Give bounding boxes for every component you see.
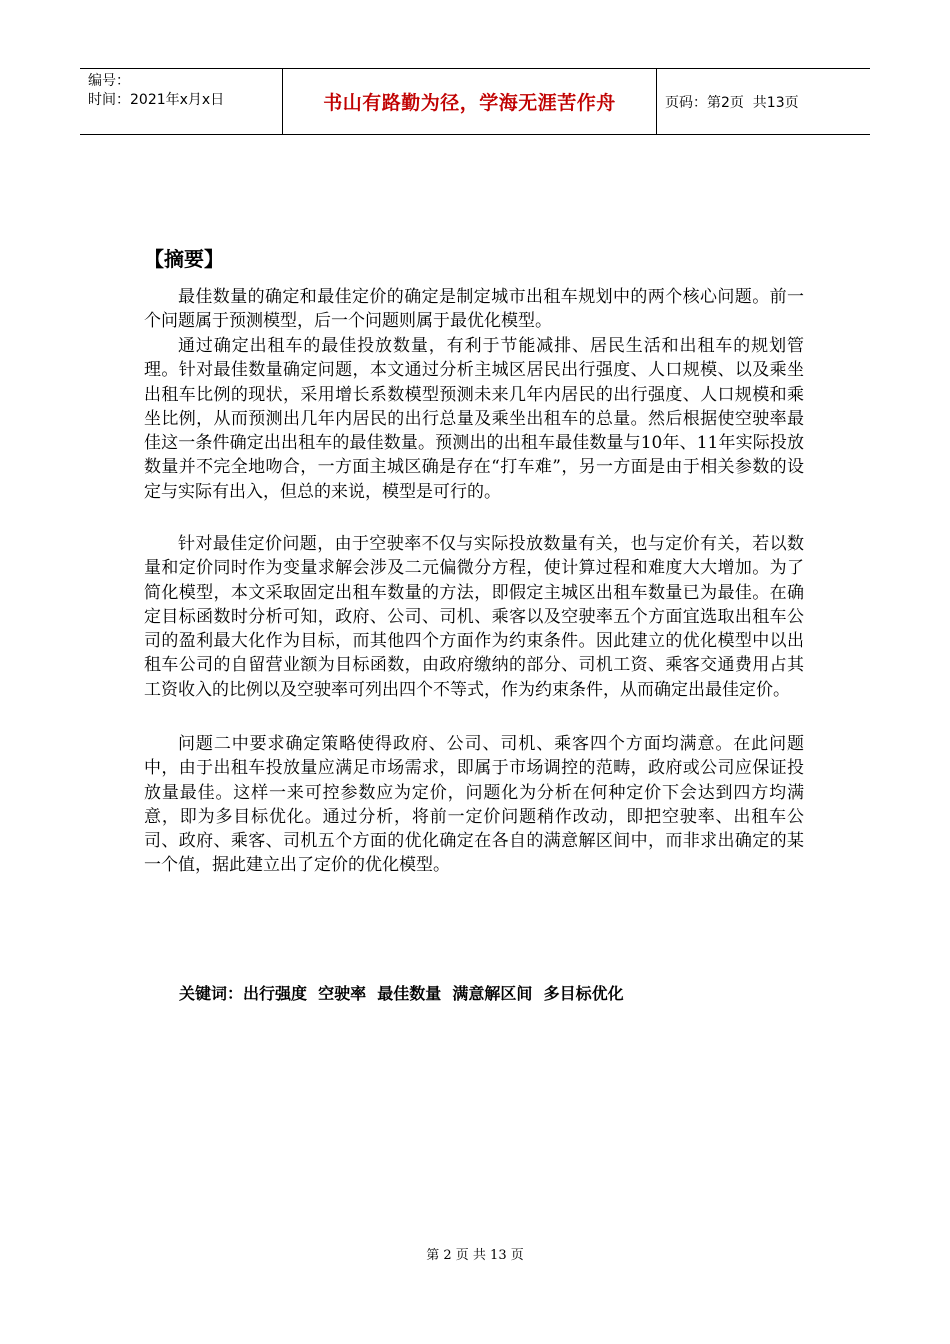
abstract-paragraph-1: 最佳数量的确定和最佳定价的确定是制定城市出租车规划中的两个核心问题。前一个问题属于预测模型，后一个问题则属于最优化模型。 bbox=[144, 287, 804, 332]
page-footer: 第 2 页 共 13 页 bbox=[426, 1248, 524, 1263]
abstract-paragraph-2: 通过确定出租车的最佳投放数量，有利于节能减排、居民生活和出租车的规划管理。针对最佳数量确定问题，本文通过分析主城区居民出行强度、人口规模、以及乘坐出租车比例的现状，采用增长系数模型预测未来几年内居民的出行强度、人口规模和乘坐比例，从而预测出几年内居民的出行总量及乘坐出租车的总量。然后根据使空驶率最佳这一条件确定出出租车的最佳数量。预测出的出租车最佳数量与10年、11年实际投放数量并不完全地吻合，一方面主城区确是存在“打车难”，另一方面是由于相关参数的设定与实际有出入，但总的来说，模型是可行的。 bbox=[144, 336, 804, 502]
header-page-cell bbox=[657, 69, 870, 134]
keywords-line: 关键词：出行强度 空驶率 最佳数量 满意解区间 多目标优化 bbox=[179, 984, 624, 1003]
header-motto: 书山有路勤为径，学海无涯苦作舟 bbox=[323, 92, 616, 114]
abstract-paragraph-4: 问题二中要求确定策略使得政府、公司、司机、乘客四个方面均满意。在此问题中，由于出租车投放量应满足市场需求，即属于市场调控的范畴，政府或公司应保证投放量最佳。这样一来可控参数应为定价，问题化为分析在何种定价下会达到四方均满意，即为多目标优化。通过分析，将前一定价问题稍作改动，即把空驶率、出租车公司、政府、乘客、司机五个方面的优化确定在各自的满意解区间中，而非求出确定的某一个值，据此建立出了定价的优化模型。 bbox=[144, 734, 804, 876]
header-motto-cell bbox=[283, 69, 657, 134]
abstract-paragraph-3: 针对最佳定价问题，由于空驶率不仅与实际投放数量有关，也与定价有关，若以数量和定价同时作为变量求解会涉及二元偏微分方程，使计算过程和难度大大增加。为了简化模型，本文采取固定出租车数量的方法，即假定主城区出租车数量已为最佳。在确定目标函数时分析可知，政府、公司、司机、乘客以及空驶率五个方面宜选取出租车公司的盈利最大化作为目标，而其他四个方面作为约束条件。因此建立的优化模型中以出租车公司的自留营业额为目标函数，由政府缴纳的部分、司机工资、乘客交通费用占其工资收入的比例以及空驶率可列出四个不等式，作为约束条件，从而确定出最佳定价。 bbox=[144, 534, 804, 700]
serial-number-label: 编号： bbox=[88, 73, 130, 89]
document-header bbox=[80, 68, 870, 135]
date-label: 时间：2021年x月x日 bbox=[88, 92, 225, 108]
header-meta-cell bbox=[80, 69, 283, 134]
abstract-heading: 【摘要】 bbox=[144, 247, 224, 271]
header-page-number: 页码：第2页 共13页 bbox=[665, 94, 799, 111]
